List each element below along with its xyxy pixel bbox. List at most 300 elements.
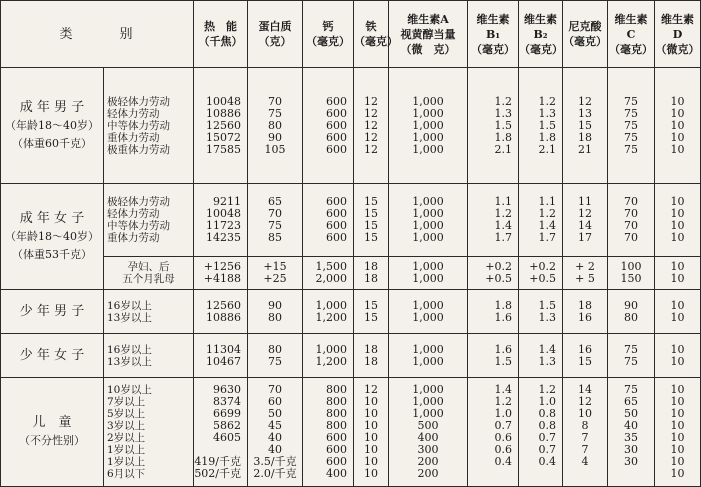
header-vitamin-b2: 维生素 B₂ （毫克） [519,1,563,68]
cell-value: 10 [670,142,685,156]
cell-value: 15 [364,195,379,208]
cell-value: 4605 [213,431,242,444]
col-vitamin-b1 [468,290,519,334]
table-row [1,378,701,487]
cell-value: 孕妇、后 [127,261,170,273]
cell-value: 1.6 [494,310,513,324]
cell-value: 0.7 [538,431,557,444]
cell-value: 1,000 [412,310,444,324]
cell-value: 75 [624,106,639,120]
group-subtitle: （年龄18～40岁） [5,118,99,132]
cell-value: 10 [364,419,379,432]
cell-value: 15072 [206,130,242,144]
header-vitamin-d: 维生素 D （微克） [655,1,701,68]
col-niacin [563,378,608,487]
cell-value: 0.6 [494,431,513,444]
cell-value: 30 [624,455,639,468]
cell-value: 85 [268,231,283,244]
cell-value: +25 [263,272,287,285]
cell-value: 600 [326,142,348,156]
cell-value: 0.4 [538,455,557,468]
cell-value: 10 [670,467,685,480]
cell-value: 10 [670,219,685,232]
col-vitamin-b1 [468,184,519,257]
cell-value: 75 [624,142,639,156]
cell-value: 2.1 [494,142,513,156]
col-calcium [303,257,354,290]
cell-value: 10 [670,118,685,132]
cell-value: 2,000 [315,272,348,285]
col-vitamin-b2 [519,378,563,487]
cell-value: 10 [364,407,379,420]
col-vitamin-a [389,334,468,378]
cell-value: 10886 [206,310,242,324]
cell-value: 18 [578,298,593,312]
col-niacin [563,290,608,334]
cell-value: 极轻体力劳动 [107,95,170,108]
cell-value: 10 [670,354,685,368]
col-vitamin-c [608,378,655,487]
header-energy: 热 能 （千焦） [194,1,248,68]
cell-value: 16岁以上 [107,299,152,312]
cell-value: + 5 [575,272,595,285]
cell-value: 16 [578,310,593,324]
cell-value: 1.5 [538,298,557,312]
cell-value: +0.2 [529,260,557,273]
cell-value: 600 [326,94,348,108]
cell-value: 18 [578,130,593,144]
cell-value: 600 [326,130,348,144]
cell-value: 15 [578,354,593,368]
col-protein [248,334,303,378]
cell-value: 10 [670,419,685,432]
col-sublabel [104,290,194,334]
group-subtitle: （体重53千克） [12,247,92,261]
cell-value: 1,000 [412,231,444,244]
cell-value: 1.1 [538,195,557,208]
cell-value: 70 [624,195,639,208]
cell-value: 10 [670,395,685,408]
cell-value: 90 [268,130,283,144]
col-protein [248,257,303,290]
cell-value: 12560 [206,118,242,132]
cell-value: 200 [417,455,439,468]
col-vitamin-b1 [468,68,519,184]
group-subtitle: （年龄18～40岁） [5,229,99,243]
cell-value: 13 [578,106,593,120]
group-name: 少 年 男 子 [19,303,85,319]
cell-value: 10 [670,443,685,456]
col-sublabel [104,257,194,290]
cell-value: 1,200 [315,310,348,324]
cell-value: 9630 [213,383,242,396]
cell-value: 0.7 [494,419,513,432]
cell-value: 10 [364,455,379,468]
cell-value: 70 [268,94,283,108]
cell-value: 16 [578,342,593,356]
col-iron [354,68,389,184]
cell-value: +0.5 [485,272,513,285]
group-subtitle: （体重60千克） [12,136,92,150]
cell-value [519,468,562,480]
col-iron [354,257,389,290]
col-vitamin-b1 [468,334,519,378]
col-vitamin-d [655,334,701,378]
cell-value: 0.7 [538,443,557,456]
cell-value: 75 [268,219,283,232]
cell-value: 15 [364,219,379,232]
col-vitamin-c [608,257,655,290]
cell-value: 10 [364,443,379,456]
header-category: 类 别 [1,1,194,68]
cell-value: 10467 [206,354,242,368]
cell-value: 1.7 [538,231,557,244]
cell-value: 17585 [206,142,242,156]
col-vitamin-b1 [468,378,519,487]
cell-value: 18 [364,260,379,273]
cell-value: 45 [268,419,283,432]
cell-value: 10 [670,272,685,285]
col-protein [248,290,303,334]
cell-value: 800 [326,407,348,420]
cell-value: 70 [624,219,639,232]
cell-value: 70 [624,207,639,220]
col-energy [194,334,248,378]
cell-value: 10 [670,383,685,396]
col-energy [194,257,248,290]
col-vitamin-c [608,290,655,334]
cell-value: 1,000 [412,272,444,285]
cell-value: 1,000 [412,207,444,220]
cell-value: 1,000 [412,395,444,408]
cell-value: 1.2 [538,207,557,220]
cell-value: 1.3 [538,106,557,120]
col-niacin [563,334,608,378]
cell-value: 11723 [206,219,242,232]
col-energy [194,290,248,334]
cell-value: 90 [268,298,283,312]
cell-value: 0.6 [494,443,513,456]
cell-value: 1,000 [412,219,444,232]
cell-value: 600 [326,443,348,456]
cell-value: 10 [364,431,379,444]
cell-value: 1,000 [315,342,348,356]
cell-value: 12 [578,395,593,408]
group-subtitle: （不分性别） [19,434,85,447]
cell-value: 50 [624,407,639,420]
cell-value: 65 [268,195,283,208]
col-vitamin-c [608,334,655,378]
table-row [1,257,701,290]
cell-value: +0.5 [529,272,557,285]
cell-value: 800 [326,383,348,396]
cell-value: 75 [624,354,639,368]
col-protein [248,68,303,184]
cell-value: 7 [581,431,589,444]
cell-value: 1,000 [412,118,444,132]
cell-value: 1,000 [412,195,444,208]
cell-value: 9211 [213,195,242,208]
cell-value: 1.2 [494,94,513,108]
col-vitamin-a [389,68,468,184]
cell-value: 15 [578,118,593,132]
cell-value: 75 [624,342,639,356]
group-name: 儿 童 [32,415,72,430]
group-name: 少 年 女 子 [19,347,85,363]
cell-value: 2.1 [538,142,557,156]
cell-value: 400 [417,431,439,444]
cell-value: 18 [364,272,379,285]
col-vitamin-b2 [519,334,563,378]
cell-value: 35 [624,431,639,444]
group-name: 成 年 女 子 [19,210,85,226]
cell-value: 419/千克 [194,455,242,468]
cell-value: 10 [670,455,685,468]
group-label [1,290,104,334]
cell-value: 13岁以上 [107,311,152,324]
cell-value: 12 [364,142,379,156]
group-label [1,334,104,378]
cell-value: 500 [417,419,439,432]
col-calcium [303,378,354,487]
cell-value: 16岁以上 [107,343,152,356]
col-calcium [303,68,354,184]
col-vitamin-a [389,378,468,487]
cell-value: 600 [326,118,348,132]
cell-value: 1,000 [412,106,444,120]
cell-value: 75 [624,94,639,108]
col-protein [248,184,303,257]
cell-value: 14 [578,383,593,396]
col-energy [194,378,248,487]
cell-value: 1.0 [494,407,513,420]
cell-value: 10 [670,207,685,220]
cell-value: 1.4 [538,219,557,232]
cell-value: 12 [578,207,593,220]
cell-value: +0.2 [485,260,513,273]
cell-value: 1.7 [494,231,513,244]
cell-value: 17 [578,231,593,244]
cell-value: 600 [326,455,348,468]
cell-value: 50 [268,407,283,420]
cell-value: 10 [670,431,685,444]
cell-value: 1.5 [538,118,557,132]
cell-value: 1,000 [412,354,444,368]
cell-value: 7岁以上 [107,396,146,408]
cell-value: 105 [264,142,286,156]
cell-value: 10048 [206,94,242,108]
cell-value: 600 [326,431,348,444]
col-vitamin-c [608,68,655,184]
cell-value: 1.1 [494,195,513,208]
cell-value: 10 [670,130,685,144]
col-sublabel [104,184,194,257]
col-calcium [303,184,354,257]
cell-value: 2.0/千克 [253,467,297,480]
cell-value: 75 [268,106,283,120]
col-vitamin-a [389,257,468,290]
cell-value: +4188 [203,272,242,285]
col-iron [354,378,389,487]
cell-value: 75 [624,383,639,396]
cell-value: 18 [364,354,379,368]
header-protein: 蛋白质 （克） [248,1,303,68]
cell-value: 1.2 [538,94,557,108]
cell-value: 600 [326,207,348,220]
group-name: 成 年 男 子 [19,99,85,115]
cell-value: 800 [326,419,348,432]
cell-value: 100 [620,260,642,273]
col-vitamin-d [655,290,701,334]
col-niacin [563,68,608,184]
cell-value [563,468,607,480]
col-niacin [563,257,608,290]
table-body [1,68,701,487]
col-iron [354,184,389,257]
cell-value: 75 [268,354,283,368]
group-label [1,378,104,487]
table-row [1,334,701,378]
col-vitamin-b2 [519,257,563,290]
cell-value: 10 [670,407,685,420]
col-vitamin-b2 [519,68,563,184]
cell-value: 10 [670,231,685,244]
col-vitamin-d [655,378,701,487]
cell-value: 13岁以上 [107,355,152,368]
cell-value: 10 [670,260,685,273]
cell-value: 1,000 [412,94,444,108]
cell-value: 10048 [206,207,242,220]
col-niacin [563,184,608,257]
cell-value: 30 [624,443,639,456]
cell-value: 300 [417,443,439,456]
cell-value: 65 [624,395,639,408]
col-vitamin-b2 [519,184,563,257]
cell-value: 10 [670,310,685,324]
cell-value: 21 [578,142,593,156]
cell-value: + 2 [575,260,595,273]
header-row [1,1,701,68]
cell-value: 1.3 [494,106,513,120]
cell-value: 12 [364,94,379,108]
cell-value: 极轻体力劳动 [107,196,170,208]
cell-value: 40 [268,443,283,456]
cell-value: 1,000 [412,383,444,396]
group-label [1,68,104,184]
col-vitamin-a [389,184,468,257]
col-vitamin-c [608,184,655,257]
cell-value: 0.8 [538,407,557,420]
table-row [1,184,701,257]
cell-value: 90 [624,298,639,312]
cell-value: 10 [670,195,685,208]
cell-value: 80 [624,310,639,324]
cell-value: 1.5 [494,354,513,368]
cell-value: 1.0 [538,395,557,408]
cell-value: 15 [364,231,379,244]
cell-value: 8374 [213,395,242,408]
cell-value: 极重体力劳动 [107,143,170,156]
cell-value: 轻体力劳动 [107,107,160,120]
cell-value: 1.8 [538,130,557,144]
col-vitamin-b1 [468,257,519,290]
cell-value: 1.2 [494,207,513,220]
cell-value: 12 [364,118,379,132]
cell-value: 0.8 [538,419,557,432]
col-protein [248,378,303,487]
cell-value: 1.5 [494,118,513,132]
cell-value: 80 [268,342,283,356]
col-energy [194,68,248,184]
cell-value: 10 [670,106,685,120]
cell-value: 75 [624,118,639,132]
cell-value: 400 [326,467,348,480]
cell-value: 800 [326,395,348,408]
col-iron [354,290,389,334]
col-calcium [303,334,354,378]
cell-value: 12 [578,94,593,108]
cell-value: 10 [364,395,379,408]
cell-value: 1,000 [412,260,444,273]
cell-value: 60 [268,395,283,408]
cell-value: 1.4 [494,383,513,396]
cell-value: 重体力劳动 [107,232,160,244]
cell-value: 502/千克 [194,467,242,480]
cell-value: 40 [268,431,283,444]
cell-value: 150 [620,272,642,285]
col-vitamin-a [389,290,468,334]
header-vitamin-a: 维生素A 视黄醇当量 （微 克） [389,1,468,68]
cell-value: 1,000 [315,298,348,312]
cell-value: 1,000 [412,130,444,144]
col-sublabel [104,68,194,184]
cell-value: 5岁以上 [107,408,146,420]
cell-value: 600 [326,195,348,208]
cell-value: 14235 [206,231,242,244]
cell-value [468,468,518,480]
cell-value: 1,000 [412,298,444,312]
table-row [1,290,701,334]
header-calcium: 钙 （毫克） [303,1,354,68]
cell-value: 1,000 [412,342,444,356]
cell-value: 12 [364,383,379,396]
col-iron [354,334,389,378]
col-vitamin-d [655,68,701,184]
group-label [1,184,104,290]
cell-value: 15 [364,310,379,324]
cell-value: 2岁以上 [107,432,146,444]
cell-value: 12560 [206,298,242,312]
header-vitamin-c: 维生素 C （毫克） [608,1,655,68]
cell-value: 1,000 [412,407,444,420]
cell-value: 600 [326,106,348,120]
cell-value: 1.4 [494,219,513,232]
header-niacin: 尼克酸 （毫克） [563,1,608,68]
cell-value: 5862 [213,419,242,432]
col-energy [194,184,248,257]
cell-value: 600 [326,231,348,244]
cell-value: 1.8 [494,298,513,312]
cell-value: 40 [624,419,639,432]
cell-value: 1岁以上 [107,444,146,456]
header-iron: 铁 （毫克） [354,1,389,68]
cell-value: 中等体力劳动 [107,220,170,232]
cell-value: 重体力劳动 [107,131,160,144]
col-sublabel [104,378,194,487]
cell-value: 75 [624,130,639,144]
cell-value: 8 [581,419,589,432]
cell-value: 600 [326,219,348,232]
